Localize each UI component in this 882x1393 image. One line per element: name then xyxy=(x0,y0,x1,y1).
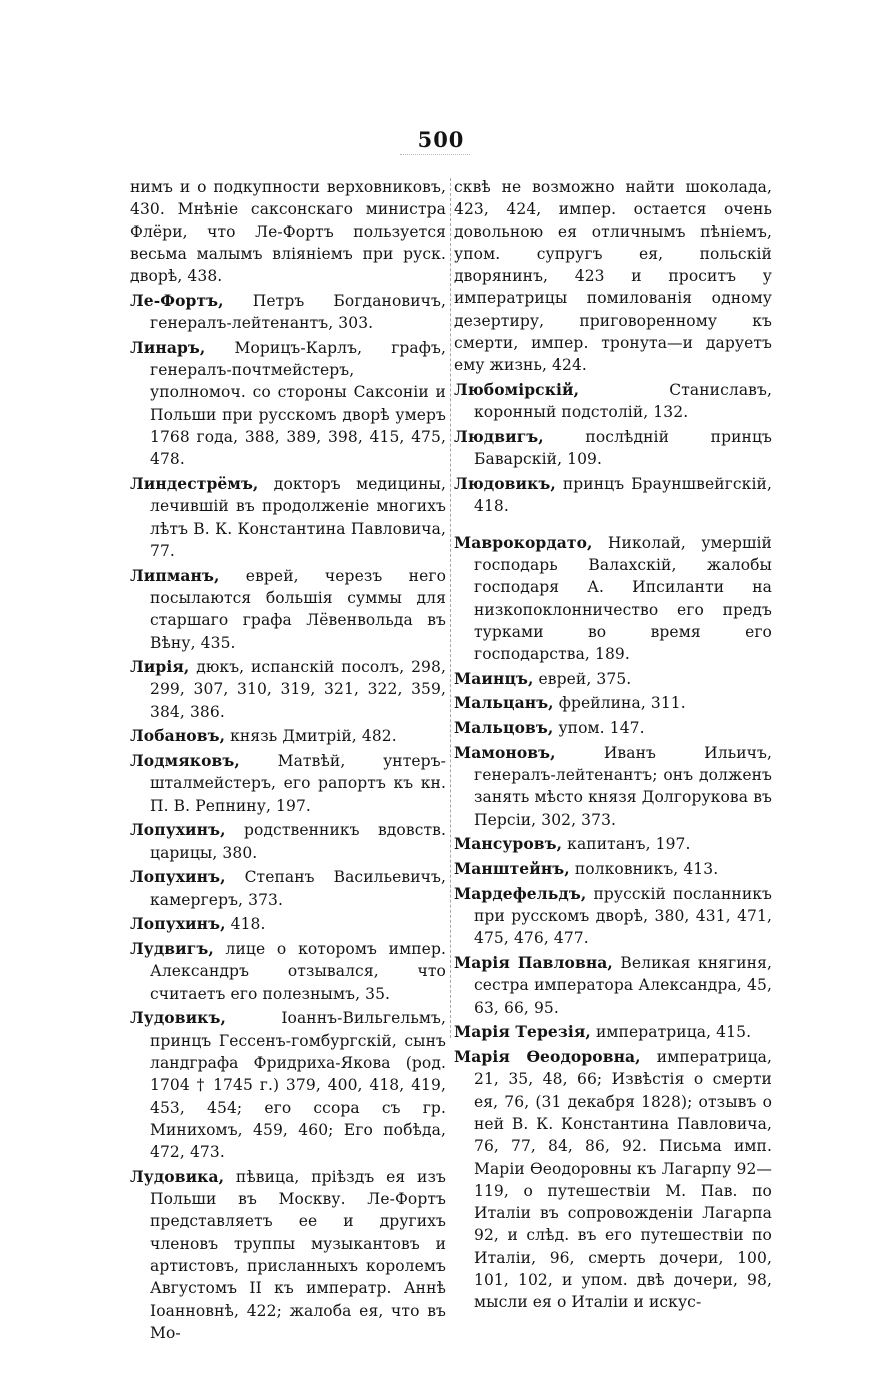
page-number xyxy=(0,127,882,152)
index-entry: Людовикъ, принцъ Брауншвейгскій, 418. xyxy=(454,474,772,516)
index-entry: Лопухинъ, Степанъ Васильевичъ, камергеръ, 373. xyxy=(130,867,446,909)
index-entry: Ле-Фортъ, Петръ Богдановичъ, генералъ-лейтенантъ, 303. xyxy=(130,290,446,333)
index-entry: Любомірскій, Станиславъ, коронный подстолій, 132. xyxy=(454,380,772,422)
index-entry: Мамоновъ, Иванъ Ильичъ, генералъ-лейтенантъ; онъ долженъ занять мѣсто князя Долгорукова въ Персіи, 302, 373. xyxy=(454,742,773,829)
index-entry: Лопухинъ, родственникъ вдовств. царицы, 380. xyxy=(130,820,447,862)
index-entry: Лирія, дюкъ, испанскій посолъ, 298, 299, 307, 310, 319, 321, 322, 359, 384, 386. xyxy=(130,657,446,721)
index-entry: нимъ и о подкупности верховниковъ, 430. Мнѣніе саксонскаго министра Флёри, что Ле-Фортъ пользуется весьма малымъ вліяніемъ при руск. дворѣ, 438. xyxy=(130,178,446,286)
page-number-text: 500 xyxy=(417,127,465,152)
right-column xyxy=(454,176,772,1316)
index-entry: Людвигъ, послѣдній принцъ Баварскій, 109. xyxy=(454,427,772,469)
index-entry: Марія Павловна, Великая княгиня, сестра императора Александра, 45, 63, 66, 95. xyxy=(454,953,773,1017)
index-entry: Липманъ, еврей, черезъ него посылаются большія суммы для старшаго графа Лёвенвольда въ Вѣну, 435. xyxy=(130,565,447,652)
index-entry: Мансуровъ, капитанъ, 197. xyxy=(454,834,691,854)
index-entry: Линдестрёмъ, докторъ медицины, лечившій въ продолженіе многихъ лѣтъ В. К. Константина Павловича, 77. xyxy=(130,474,446,560)
index-entry: Мальцовъ, упом. 147. xyxy=(454,718,645,738)
index-entry: Лобановъ, князь Дмитрій, 482. xyxy=(130,726,397,746)
index-entry: Лудовика, пѣвица, пріѣздъ ея изъ Польши въ Москву. Ле-Фортъ представляетъ ее и другихъ членовъ труппы музыкантовъ и артистовъ, присланныхъ королемъ Августомъ II къ императр. Аннѣ Іоанновнѣ, 422; жалоба ея, что въ Мо- xyxy=(130,1166,446,1342)
index-entry: Манштейнъ, полковникъ, 413. xyxy=(454,859,719,879)
index-entry: Лудвигъ, лице о которомъ импер. Александръ отзывался, что считаетъ его полезнымъ, 35. xyxy=(130,939,446,1003)
index-entry: Маинцъ, еврей, 375. xyxy=(454,668,632,688)
print-smudge xyxy=(400,154,470,158)
left-column xyxy=(130,176,446,1347)
index-entry: Маврокордато, Николай, умершій господарь Валахскій, жалобы господаря А. Ипсиланти на низкопоклонничество его предъ турками во время его господарства, 189. xyxy=(454,532,772,664)
index-entry: Мальцанъ, фрейлина, 311. xyxy=(454,693,686,713)
index-entry: Марія Терезія, императрица, 415. xyxy=(454,1022,752,1042)
index-entry: сквѣ не возможно найти шоколада, 423, 424, импер. остается очень довольною ея отличнымъ пѣніемъ, упом. супругъ ея, польскій дворянинъ, 423 и проситъ у императрицы помилованія одному дезертиру, приговоренному къ смерти, импер. тронута—и даруетъ ему жизнь, 424. xyxy=(454,178,772,375)
index-entry: Лопухинъ, 418. xyxy=(130,914,266,934)
index-entry: Линаръ, Морицъ-Карлъ, графъ, генералъ-почтмейстеръ, уполномоч. со стороны Саксоніи и Польши при русскомъ дворѣ умеръ 1768 года, 388, 389, 398, 415, 475, 478. xyxy=(130,337,446,469)
index-entry: Марія Ѳеодоровна, императрица, 21, 35, 48, 66; Извѣстія о смерти ея, 76, (31 декабря 1828); отзывъ о ней В. К. Константина Павловича, 76, 77, 84, 86, 92. Письма имп. Маріи Ѳеодоровны къ Лагарпу 92—119, о путешествіи М. Пав. по Италіи въ сопровожденіи Лагарпа 92, и слѣд. въ его путешествіи по Италіи, 96, смерть дочери, 100, 101, 102, и упом. двѣ дочери, 98, мысли ея о Италіи и искус- xyxy=(454,1047,773,1312)
index-entry: Лудовикъ, Іоаннъ-Вильгельмъ, принцъ Гессенъ-гомбургскій, сынъ ландграфа Фридриха-Якова (род. 1704 † 1745 г.) 379, 400, 418, 419, 453, 454; его ссора съ гр. Минихомъ, 459, 460; Его побѣда, 472, 473. xyxy=(130,1008,446,1162)
index-entry: Мардефельдъ, прусскій посланникъ при русскомъ дворѣ, 380, 431, 471, 475, 476, 477. xyxy=(454,883,773,948)
index-entry: Лодмяковъ, Матвѣй, унтеръ-шталмейстеръ, его рапортъ къ кн. П. В. Репнину, 197. xyxy=(130,751,446,815)
